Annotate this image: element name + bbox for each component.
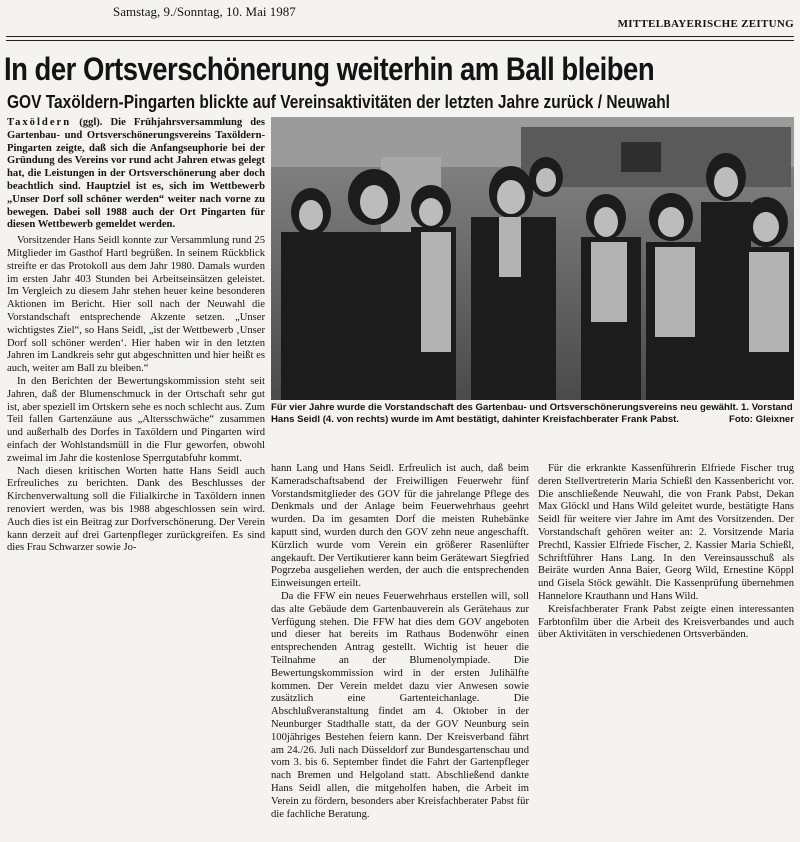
lead-paragraph — [7, 117, 265, 232]
newspaper-name: MITTELBAYERISCHE ZEITUNG — [617, 18, 794, 30]
subheadline: GOV Taxöldern-Pingarten blickte auf Vereinsaktivitäten der letzten Jahre zurück / Neuwahl — [7, 92, 670, 112]
paragraph: Kreisfachberater Frank Pabst zeigte einen interessanten Farbtonfilm über die Arbeit des Kreisverbandes und auch über Aktivitäten in verschiedenen Ortsverbänden. — [538, 603, 794, 641]
column-1 — [7, 117, 265, 555]
paragraph: hann Lang und Hans Seidl. Erfreulich ist auch, daß beim Kameradschaftsabend der Freiwilligen Feuerwehr fünf Vorstandsmitglieder des GOV für die jahrelange Pflege des Denkmals und der Anlage beim Feuerwehrhaus geehrt wurden. Da im gesamten Dorf die meisten Ruhebänke kaputt sind, wurden durch den GOV zehn neue angeschafft. Kürzlich wurde vom Verein ein größerer Rasenlüfter angekauft. Der Vertikutierer kann beim Gerätewart Siegfried Pogrzeba ausgeliehen werden, der auch die entsprechenden Einweisungen erteilt. — [271, 463, 529, 590]
paragraph: Vorsitzender Hans Seidl konnte zur Versammlung rund 25 Mitglieder im Gasthof Hartl begrüßen. In seinem Rückblick streifte er das Protokoll aus dem Jahr 1980. Damals wurden im ersten Jahr 403 Stunden bei Arbeitseinsätzen geleistet. Im Vergleich zu diesem Jahr stehen heuer keine besonderen Aktionen im Bericht. Hier soll nach der Neuwahl die Vorstandschaft entsprechende Akzente setzen. „Unser wichtigstes Ziel“, so Hans Seidl, „ist der Wettbewerb ‚Unser Dorf soll schöner werden‘. Hier haben wir in den letzten Jahren im Landkreis sehr gut abgeschnitten und hier heißt es auch, weiter am Ball zu bleiben.“ — [7, 235, 265, 375]
photo-credit: Foto: Gleixner — [728, 413, 794, 425]
headline: In der Ortsverschönerung weiterhin am Ball bleiben — [4, 51, 655, 87]
paragraph: Da die FFW ein neues Feuerwehrhaus erstellen will, soll das alte Gebäude dem Gartenbauverein als Gerätehaus zur Verfügung stehen. Die FFW hat dies dem GOV angeboten und dieser hat bereits im Rathaus Bodenwöhr einen entsprechenden Antrag gestellt. Wichtig ist heuer die Teilnahme an der Blumenolympiade. Die Bewertungskommission wird in der ersten Julihälfte kommen. Der Verein meldet dazu vier Anwesen sowie zusätzlich eine Gartenteichanlage. Die Abschlußveranstaltung findet am 4. Oktober in der Neunburger Stadthalle statt, da der GOV Neunburg sein 100jähriges Bestehen feiern kann. Der Kreisverband fährt am 24./26. Juli nach Düsseldorf zur Bundesgartenschau und vom 3. bis 6. September findet die Fahrt der Gartenpfleger nach Bremen und Helgoland statt. Abschließend dankte Hans Seidl allen, die mitgeholfen haben, die Arbeit im Verein zu fördern, besonders aber Kreisfachberater Pabst für die fachliche Beratung. — [271, 590, 529, 820]
lead-text: (ggl). Die Frühjahrsversammlung des Gartenbau- und Ortsverschönerungsvereins Taxöldern-Pingarten zeigte, daß sich die Anfangseuphorie bei der Gründung des Vereins vor rund acht Jahren etwas gelegt hat, die Leistungen in der Ortsverschönerung aber doch beachtlich sind. Hauptziel ist es, sich im Wettbewerb „Unser Dorf soll schöner werden“ weiter nach vorne zu bewegen. Dabei soll 1988 auch der Ort Pingarten für diesen Wettbewerb gemeldet werden. — [7, 117, 265, 231]
paragraph: Für die erkrankte Kassenführerin Elfriede Fischer trug deren Stellvertreterin Maria Schießl den Kassenbericht vor. Die anschließende Neuwahl, die von Frank Pabst, Dekan Max Glöckl und Hans Wild geleitet wurde, bestätigte Hans Seidl für weitere vier Jahre im Amt des Vorsitzenden. Der Vorstandschaft gehören weiter an: 2. Vorsitzende Maria Prechtl, Kassier Elfriede Fischer, 2. Kassier Maria Schießl, Schriftführer Hans Lang. In den Vereinsausschuß als Beiräte wurden Anna Baier, Georg Wild, Ernestine Köppl und Gisela Stöck gewählt. Die Kassenprüfung übernehmen Hannelore Krauthann und Hans Wild. — [538, 463, 794, 602]
photo-caption — [271, 402, 794, 425]
column-2 — [271, 463, 529, 821]
dateline-place: Taxöldern — [7, 117, 72, 128]
issue-date: Samstag, 9./Sonntag, 10. Mai 1987 — [113, 4, 296, 19]
column-3 — [538, 463, 794, 642]
header-rule — [6, 36, 794, 37]
paragraph: Nach diesen kritischen Worten hatte Hans Seidl auch Erfreuliches zu berichten. Dank des Beschlusses der Kirchenverwaltung soll die Filialkirche in Taxöldern innen renoviert werden, was bis 1988 abgeschlossen sein wird. Auch dies ist ein Beitrag zur Dorfverschönerung. Der Verein kann derzeit auf drei Gartenpfleger zurückgreifen. Es sind dies Frau Schwarzer sowie Jo- — [7, 465, 265, 554]
group-photo-image — [271, 117, 794, 400]
header-rule-2 — [6, 40, 794, 41]
caption-text: Für vier Jahre wurde die Vorstandschaft des Gartenbau- und Ortsverschönerungsvereins neu gewählt. 1. Vorstand Hans Seidl (4. von rechts) wurde im Amt bestätigt, dahinter Kreisfachberater Frank Pabst. — [271, 402, 793, 425]
group-photo — [271, 117, 794, 400]
paragraph: In den Berichten der Bewertungskommission steht seit Jahren, daß der Blumenschmuck in der Ortschaft sehr gut ist, aber speziell im Ortskern sehe es noch schlecht aus. Zum Teil fallen Gartenzäune aus „Altersschwäche“ zusammen und außerhalb des Dorfes in Taxöldern und Pingarten wird einfach der Wohlstandsmüll in die Flur geworfen, obwohl zweimal im Jahr die kostenlose Sperrgutabfuhr kommt. — [7, 375, 265, 464]
